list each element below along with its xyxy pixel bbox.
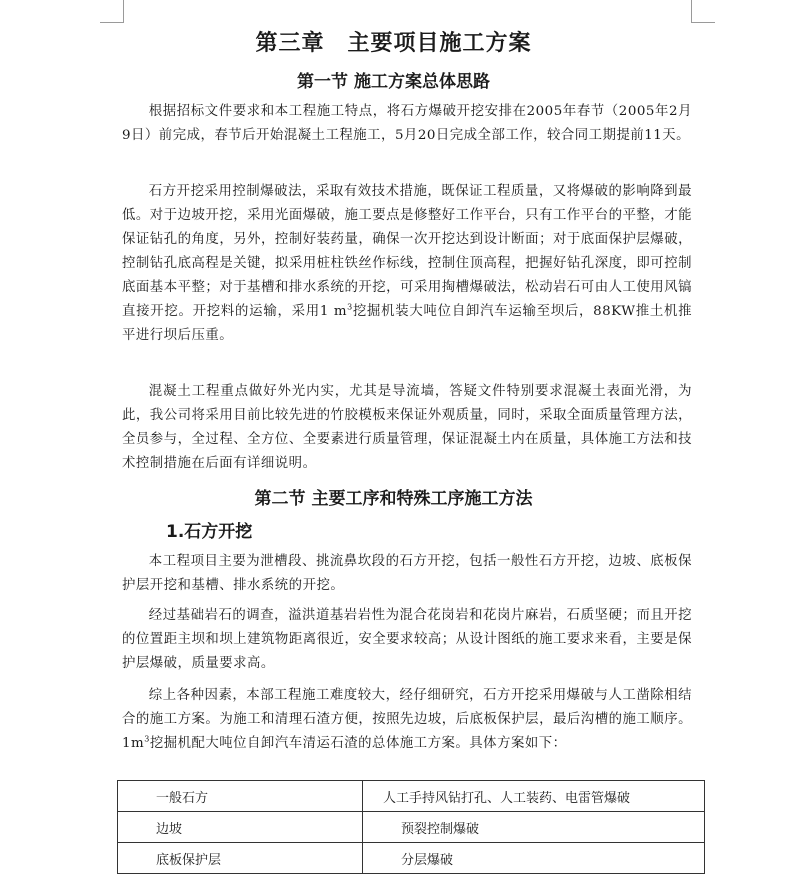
table-cell-method-detail: 预裂控制爆破	[363, 812, 705, 843]
table-cell-method-type: 底板保护层	[118, 843, 363, 874]
section-1-paragraph-2: 石方开挖采用控制爆破法，采取有效技术措施，既保证工程质量，又将爆破的影响降到最低。对于边坡开挖，采用光面爆破，施工要点是修整好工作平台，只有工作平台的平整，才能保证钻孔的角度，另外，控制好装药量，确保一次开挖达到设计断面；对于底面保护层爆破，控制钻孔底高程是关键，拟采用桩柱铁丝作标线，控制住顶高程，把握好钻孔深度，即可控制底面基本平整；对于基槽和排水系统的开挖，可采用掏槽爆破法，松动岩石可由人工使用风镐直接开挖。开挖料的运输，采用1 $m^3$挖掘机装大吨位自卸汽车运输至坝后，88KW推土机推平进行坝后压重。	[122, 184, 692, 343]
section-1-title: 第一节 施工方案总体思路	[297, 72, 490, 92]
crop-mark-top-right-vertical	[691, 0, 692, 22]
construction-plan-table	[117, 780, 705, 874]
table-cell-method-detail: 分层爆破	[363, 843, 705, 874]
crop-mark-top-left-vertical	[123, 0, 124, 22]
table-cell-method-type: 边坡	[118, 812, 363, 843]
section-2-paragraph-2: 经过基础岩石的调查，溢洪道基岩岩性为混合花岗岩和花岗片麻岩，石质坚硬；而且开挖的位置距主坝和坝上建筑物距离很近，安全要求较高；从设计图纸的施工要求来看，主要是保护层爆破，质量要求高。	[122, 608, 692, 671]
section-2-paragraph-1: 本工程项目主要为泄槽段、挑流鼻坎段的石方开挖，包括一般性石方开挖，边坡、底板保护层开挖和基槽、排水系统的开挖。	[122, 554, 692, 593]
crop-mark-top-left-horizontal	[100, 22, 124, 23]
chapter-title: 第三章 主要项目施工方案	[255, 31, 532, 56]
table-row	[118, 843, 705, 874]
table-cell-method-detail: 人工手持风钻打孔、人工装药、电雷管爆破	[363, 781, 705, 812]
table-row	[118, 781, 705, 812]
table-cell-method-type: 一般石方	[118, 781, 363, 812]
section-1-paragraph-3: 混凝土工程重点做好外光内实，尤其是导流墙，答疑文件特别要求混凝土表面光滑，为此，我公司将采用目前比较先进的竹胶模板来保证外观质量，同时，采取全面质量管理方法，全员参与，全过程、全方位、全要素进行质量管理，保证混凝土内在质量，具体施工方法和技术控制措施在后面有详细说明。	[122, 384, 692, 471]
section-2-paragraph-3: 综上各种因素，本部工程施工难度较大，经仔细研究，石方开挖采用爆破与人工凿除相结合的施工方案。为施工和清理石渣方便，按照先边坡，后底板保护层，最后沟槽的施工顺序。$1m^3$挖掘机配大吨位自卸汽车清运石渣的总体施工方案。具体方案如下：	[122, 688, 692, 751]
section-2-title: 第二节 主要工序和特殊工序施工方法	[254, 489, 533, 509]
section-1-paragraph-1: 根据招标文件要求和本工程施工特点，将石方爆破开挖安排在2005年春节（2005年2月9日）前完成，春节后开始混凝土工程施工，5月20日完成全部工作，较合同工期提前11天。	[122, 104, 692, 143]
table-row	[118, 812, 705, 843]
subsection-title: 1.石方开挖	[166, 522, 253, 542]
crop-mark-top-right-horizontal	[691, 22, 715, 23]
